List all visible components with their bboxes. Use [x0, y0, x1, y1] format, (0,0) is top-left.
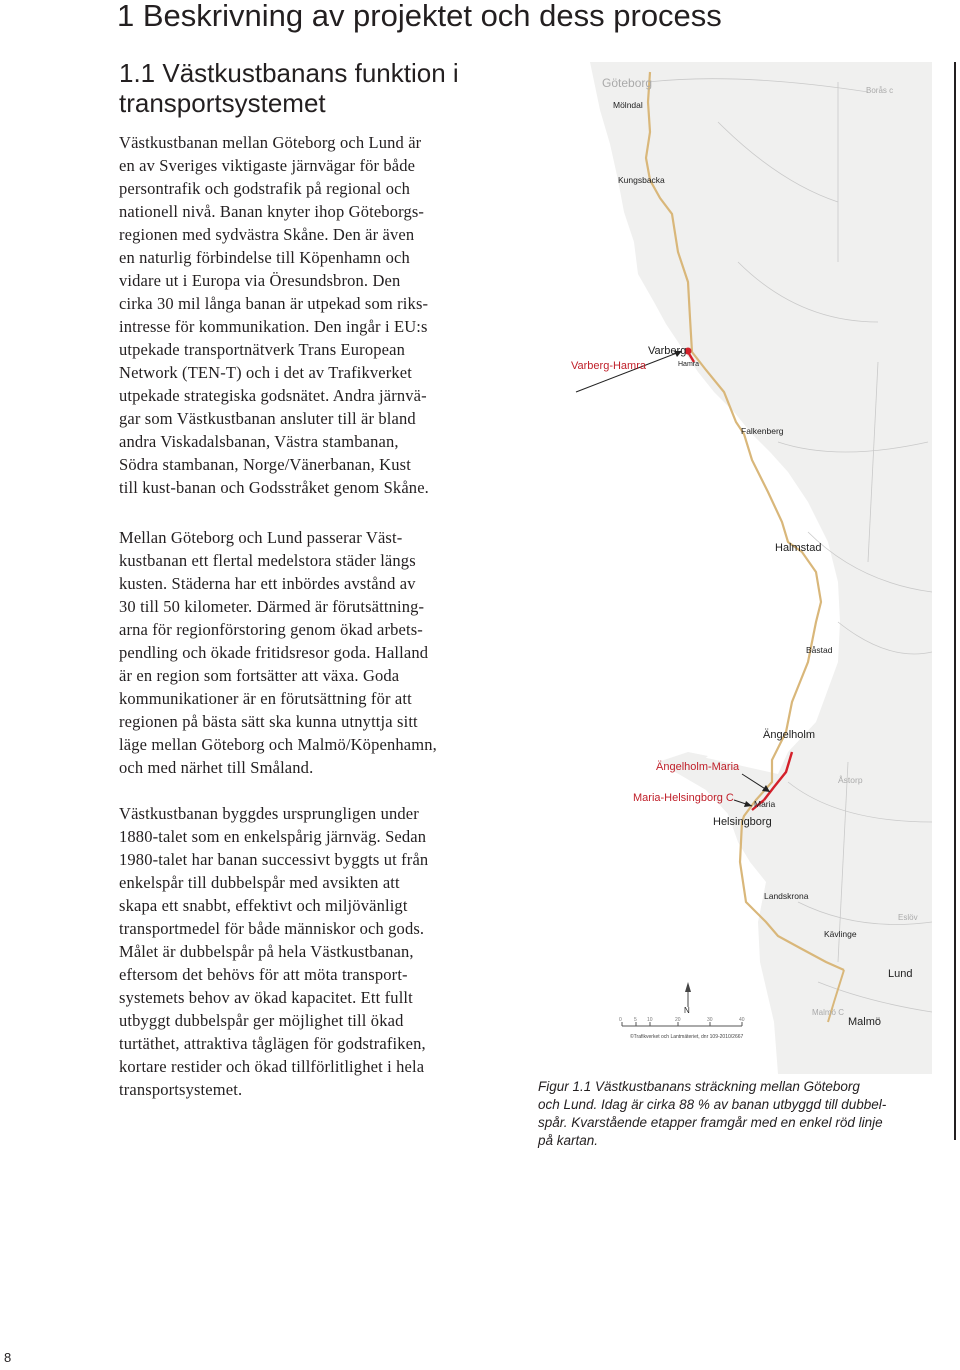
section-heading: 1.1 Västkustbanans funktion i transportsystemet [119, 58, 459, 118]
text-line: gar som Västkustbanan ansluter till är bland [119, 409, 416, 428]
text-line: är en region som fortsätter att växa. Goda [119, 666, 400, 685]
text-line: 1880-talet som en enkelspårig järnväg. Sedan [119, 827, 427, 846]
text-line: 30 till 50 kilometer. Därmed är förutsättning- [119, 597, 425, 616]
text-line: kortare restider och ökad tillförlitlighet i hela [119, 1057, 425, 1076]
label-maria: Maria [754, 799, 776, 809]
text-line: utpekade transportnätverk Trans European [119, 340, 405, 359]
label-lund: Lund [888, 968, 913, 980]
caption-line: Figur 1.1 Västkustbanans sträckning mellan Göteborg [538, 1079, 860, 1094]
text-line: Network (TEN-T) och i det av Trafikverket [119, 363, 412, 382]
label-eslov: Eslöv [898, 913, 918, 922]
text-line: enkelspår till dubbelspår med avsikten att [119, 873, 400, 892]
text-line: kustbanan ett flertal medelstora städer längs [119, 551, 416, 570]
label-boras: Borås c [866, 86, 894, 95]
scale-tick-label: 30 [707, 1017, 713, 1023]
map-canvas [538, 62, 932, 1074]
text-line: eftersom det behövs för att möta transport- [119, 965, 408, 984]
label-hamra: Hamra [678, 361, 700, 368]
paragraph-history [119, 802, 539, 1101]
text-line: utbyggt dubbelspår ger möjlighet till ökad [119, 1011, 404, 1030]
label-varberg: Varberg [648, 345, 687, 357]
paragraph-function [119, 131, 539, 499]
text-line: skapa ett snabbt, effektivt och miljövänligt [119, 896, 408, 915]
text-line: kusten. Städerna har ett inbördes avstånd av [119, 574, 416, 593]
text-line: vidare ut i Europa via Öresundsbron. Den [119, 271, 401, 290]
label-varberg-hamra: Varberg-Hamra [571, 360, 646, 372]
label-astorp: Åstorp [838, 775, 863, 785]
caption-line: spår. Kvarstående etapper framgår med en enkel röd linje [538, 1115, 883, 1130]
text-line: 1980-talet har banan successivt byggts ut från [119, 850, 429, 869]
text-line: arna för regionförstoring genom ökad arbets- [119, 620, 423, 639]
text-line: utpekade strategiska godsnätet. Andra järnvä- [119, 386, 427, 405]
chapter-heading: 1 Beskrivning av projektet och dess process [117, 0, 722, 33]
scale-tick-label: 10 [647, 1017, 653, 1023]
label-malmo: Malmö [848, 1016, 882, 1028]
label-goteborg: Göteborg [602, 76, 653, 90]
caption-line: och Lund. Idag är cirka 88 % av banan utbyggd till dubbel- [538, 1097, 887, 1112]
caption-line: på kartan. [538, 1133, 599, 1148]
text-line: till kust-banan och Godsstråket genom Skåne. [119, 478, 429, 497]
text-line: intresse för kommunikation. Den ingår i EU:s [119, 317, 428, 336]
route-map [538, 62, 932, 1074]
text-line: systemets behov av ökad kapacitet. Ett fullt [119, 988, 413, 1007]
text-line: transportsystemet. [119, 1080, 243, 1099]
text-line: en naturlig förbindelse till Köpenhamn och [119, 248, 410, 267]
text-line: turtäthet, attraktiva tåglägen för godstrafiken, [119, 1034, 426, 1053]
text-line: läge mellan Göteborg och Malmö/Köpenhamn, [119, 735, 437, 754]
label-falkenberg: Falkenberg [741, 426, 784, 436]
label-helsingborg: Helsingborg [713, 816, 772, 828]
page-number: 8 [4, 1350, 12, 1365]
north-letter: N [684, 1006, 690, 1015]
label-landskrona: Landskrona [764, 891, 809, 901]
scale-tick-label: 40 [739, 1017, 745, 1023]
label-bastad: Båstad [806, 645, 833, 655]
figure-caption [538, 1078, 938, 1150]
text-line: Målet är dubbelspår på hela Västkustbanan, [119, 942, 414, 961]
text-line: kommunikationer är en förutsättning för att [119, 689, 412, 708]
label-halmstad: Halmstad [775, 542, 822, 554]
text-line: transportmedel för både människor och gods. [119, 919, 425, 938]
text-line: cirka 30 mil långa banan är utpekad som riks- [119, 294, 429, 313]
scale-tick-label: 20 [675, 1017, 681, 1023]
label-molndal: Mölndal [613, 100, 643, 110]
text-line: en av Sveriges viktigaste järnvägar för både [119, 156, 416, 175]
text-line: andra Viskadalsbanan, Västra stambanan, [119, 432, 399, 451]
label-angelholm-maria: Ängelholm-Maria [656, 761, 740, 773]
text-line: regionen med sydvästra Skåne. Den är även [119, 225, 415, 244]
label-kavlinge: Kävlinge [824, 929, 857, 939]
text-line: och med närhet till Småland. [119, 758, 314, 777]
label-malmo-c: Malmö C [812, 1008, 845, 1017]
map-copyright: ©Trafikverket och Lantmäteriet, dnr 109-2010/2667 [630, 1034, 744, 1040]
paragraph-cities [119, 526, 539, 779]
text-line: regionen på bästa sätt ska kunna utnyttja sitt [119, 712, 418, 731]
scale-tick-label: 0 [619, 1017, 622, 1023]
text-line: Västkustbanan mellan Göteborg och Lund är [119, 133, 422, 152]
text-line: nationell nivå. Banan knyter ihop Göteborgs- [119, 202, 425, 221]
text-line: Södra stambanan, Norge/Vänerbanan, Kust [119, 455, 411, 474]
text-line: Mellan Göteborg och Lund passerar Väst- [119, 528, 403, 547]
text-line: Västkustbanan byggdes ursprungligen under [119, 804, 419, 823]
label-maria-helsingborg: Maria-Helsingborg C [633, 792, 734, 804]
text-line: persontrafik och godstrafik på regional och [119, 179, 410, 198]
margin-rule [954, 62, 956, 1140]
label-kungsbacka: Kungsbacka [618, 175, 665, 185]
text-line: pendling och ökade fritidsresor goda. Halland [119, 643, 429, 662]
label-angelholm: Ängelholm [763, 729, 815, 741]
scale-tick-label: 5 [634, 1017, 637, 1023]
